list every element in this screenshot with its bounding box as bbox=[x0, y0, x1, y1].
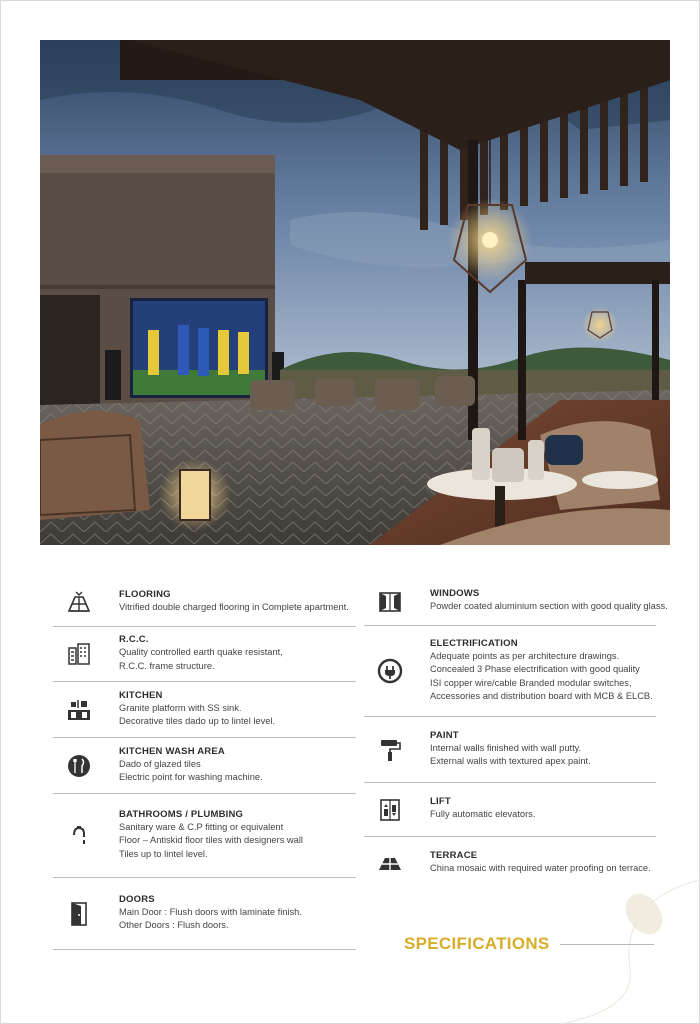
spec-line: Accessories and distribution board with MCB & ELCB. bbox=[430, 690, 653, 701]
spec-title: ELECTRIFICATION bbox=[430, 637, 518, 649]
spec-line: Decorative tiles dado up to lintel level. bbox=[119, 716, 276, 726]
kitchen-icon bbox=[53, 695, 105, 725]
terrace-render-image bbox=[40, 40, 670, 545]
left-spec-column bbox=[53, 578, 356, 950]
spec-line: External walls with textured apex paint. bbox=[430, 756, 591, 766]
spec-line: Electric point for washing machine. bbox=[119, 772, 263, 782]
flooring-icon bbox=[53, 587, 105, 617]
spec-title: KITCHEN bbox=[119, 689, 163, 701]
spec-title: BATHROOMS / PLUMBING bbox=[119, 809, 244, 821]
plug-icon bbox=[364, 656, 416, 686]
heading-rule bbox=[560, 944, 654, 945]
spec-title: PAINT bbox=[430, 729, 459, 741]
spec-line: Adequate points as per architecture drawings. bbox=[430, 650, 620, 661]
spec-title: TERRACE bbox=[430, 849, 478, 861]
window-icon bbox=[364, 587, 416, 617]
section-heading-text: SPECIFICATIONS bbox=[404, 934, 550, 953]
spec-line: Granite platform with SS sink. bbox=[119, 702, 242, 713]
spec-kitchen-wash-area bbox=[53, 738, 356, 794]
spec-line: Tiles up to lintel level. bbox=[119, 848, 208, 859]
spec-title: FLOORING bbox=[119, 588, 171, 600]
spec-lift bbox=[364, 783, 656, 837]
spec-title: DOORS bbox=[119, 893, 155, 905]
specifications-heading bbox=[404, 934, 654, 954]
spec-windows bbox=[364, 578, 668, 626]
building-frame-icon bbox=[53, 639, 105, 669]
spec-line: Quality controlled earth quake resistant, bbox=[119, 647, 283, 658]
spec-line: Concealed 3 Phase electrification with good quality bbox=[430, 664, 640, 675]
wash-area-icon bbox=[53, 751, 105, 781]
spec-line: Internal walls finished with wall putty. bbox=[430, 742, 582, 753]
lift-icon bbox=[364, 795, 416, 825]
spec-bathrooms-plumbing bbox=[53, 794, 356, 878]
paint-roller-icon bbox=[364, 735, 416, 765]
spec-line: Main Door : Flush doors with laminate finish. bbox=[119, 906, 302, 917]
spec-rcc bbox=[53, 627, 356, 682]
faucet-icon bbox=[53, 821, 105, 851]
spec-line: Vitrified double charged flooring in Complete apartment. bbox=[119, 601, 349, 612]
spec-title: WINDOWS bbox=[430, 588, 480, 600]
spec-line: ISI copper wire/cable Branded modular switches, bbox=[430, 677, 632, 688]
door-icon bbox=[53, 899, 105, 929]
spec-title: LIFT bbox=[430, 796, 451, 808]
spec-paint bbox=[364, 717, 656, 783]
spec-title: R.C.C. bbox=[119, 634, 149, 646]
spec-flooring bbox=[53, 578, 356, 627]
spec-line: Floor – Antiskid floor tiles with designers wall bbox=[119, 835, 303, 846]
spec-line: Powder coated aluminium section with good quality glass. bbox=[430, 601, 668, 612]
spec-title: KITCHEN WASH AREA bbox=[119, 745, 225, 757]
spec-kitchen bbox=[53, 682, 356, 738]
spec-line: Fully automatic elevators. bbox=[430, 809, 536, 820]
spec-line: Other Doors : Flush doors. bbox=[119, 920, 229, 930]
spec-line: R.C.C. frame structure. bbox=[119, 660, 215, 671]
terrace-icon bbox=[364, 848, 416, 878]
right-spec-column bbox=[364, 578, 668, 889]
spec-line: Dado of glazed tiles bbox=[119, 758, 201, 769]
spec-line: China mosaic with required water proofing on terrace. bbox=[430, 862, 651, 873]
spec-doors bbox=[53, 878, 356, 950]
spec-electrification bbox=[364, 626, 656, 717]
spec-line: Sanitary ware & C.P fitting or equivalent bbox=[119, 822, 284, 833]
